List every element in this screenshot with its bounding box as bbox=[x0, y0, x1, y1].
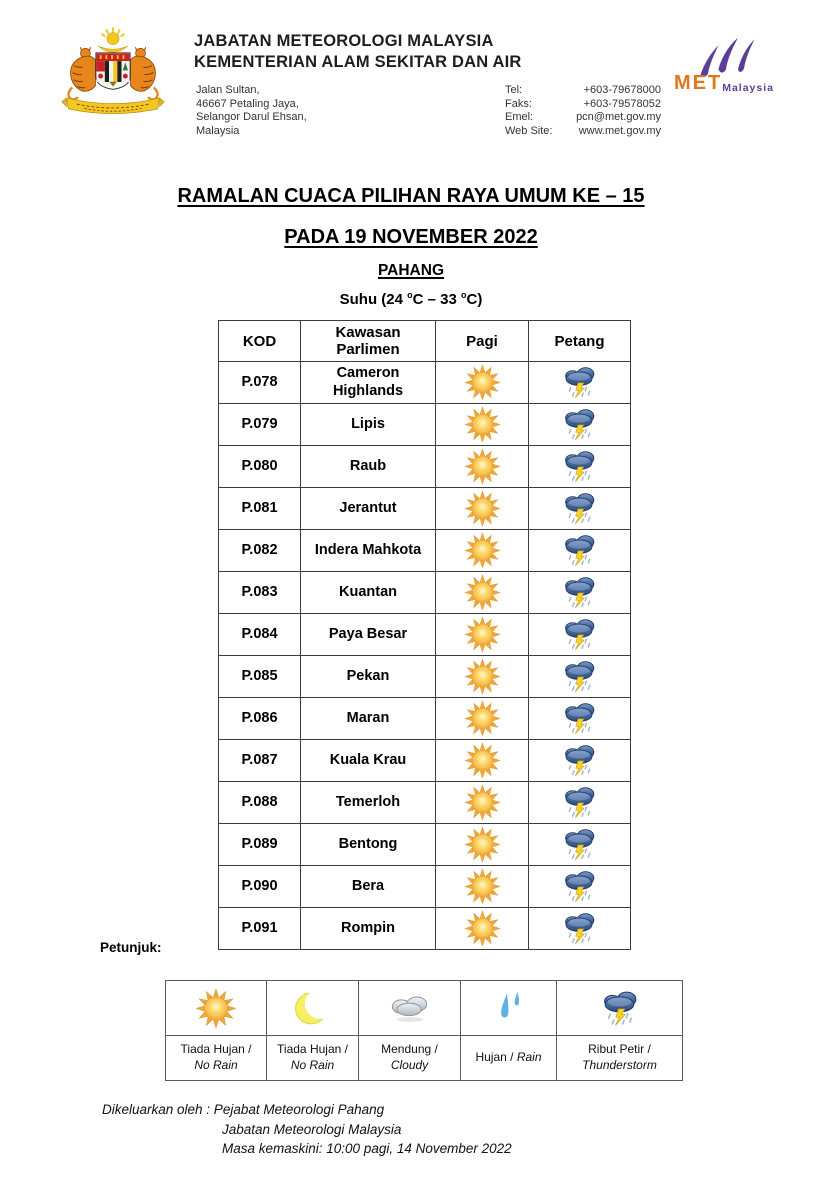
kawasan-cell: Jerantut bbox=[301, 488, 436, 530]
kawasan-cell: Rompin bbox=[301, 908, 436, 950]
pagi-forecast-cell bbox=[436, 530, 529, 572]
thunderstorm-icon bbox=[561, 574, 598, 611]
kod-cell: P.084 bbox=[219, 614, 301, 656]
petang-forecast-cell bbox=[529, 656, 631, 698]
legend-label-my: Tiada Hujan / bbox=[180, 1042, 252, 1057]
legend-icon-cell bbox=[359, 981, 461, 1036]
pagi-forecast-cell bbox=[436, 404, 529, 446]
sunny-icon bbox=[464, 406, 501, 443]
petang-forecast-cell bbox=[529, 824, 631, 866]
org-name-line1: JABATAN METEOROLOGI MALAYSIA bbox=[194, 32, 494, 50]
forecast-header-petang: Petang bbox=[529, 321, 631, 362]
petang-forecast-cell bbox=[529, 572, 631, 614]
sunny-icon bbox=[464, 910, 501, 947]
temp-text-3: C) bbox=[466, 291, 483, 308]
contact-label: Web Site: bbox=[505, 124, 553, 137]
legend-label-cell bbox=[267, 1036, 359, 1081]
legend-label-en: Rain bbox=[516, 1050, 542, 1065]
petang-forecast-cell bbox=[529, 488, 631, 530]
forecast-row bbox=[219, 362, 631, 404]
temp-text-1: Suhu (24 bbox=[339, 291, 408, 308]
forecast-header-pagi: Pagi bbox=[436, 321, 529, 362]
sunny-icon bbox=[464, 616, 501, 653]
sunny-icon bbox=[464, 574, 501, 611]
petang-forecast-cell bbox=[529, 908, 631, 950]
org-name bbox=[194, 31, 522, 73]
legend-label-my: Ribut Petir / bbox=[588, 1042, 651, 1057]
thunderstorm-icon bbox=[561, 868, 598, 905]
thunderstorm-icon bbox=[561, 784, 598, 821]
thunderstorm-icon bbox=[561, 364, 598, 401]
sunny-icon bbox=[464, 490, 501, 527]
forecast-row bbox=[219, 824, 631, 866]
legend-label-my: Tiada Hujan / bbox=[277, 1042, 348, 1057]
pagi-forecast-cell bbox=[436, 656, 529, 698]
kod-cell: P.085 bbox=[219, 656, 301, 698]
thunderstorm-icon bbox=[561, 700, 598, 737]
temp-text-2: C – 33 bbox=[412, 291, 462, 308]
state-title: PAHANG bbox=[377, 262, 445, 279]
kawasan-cell: Indera Mahkota bbox=[301, 530, 436, 572]
main-title: RAMALAN CUACA PILIHAN RAYA UMUM KE – 15 bbox=[177, 185, 645, 207]
legend-icons-row bbox=[166, 981, 683, 1036]
pagi-forecast-cell bbox=[436, 866, 529, 908]
legend-icon-cell bbox=[267, 981, 359, 1036]
kod-cell: P.088 bbox=[219, 782, 301, 824]
pagi-forecast-cell bbox=[436, 572, 529, 614]
forecast-table bbox=[218, 320, 631, 950]
forecast-row bbox=[219, 782, 631, 824]
thunderstorm-icon bbox=[561, 910, 598, 947]
forecast-row bbox=[219, 908, 631, 950]
sunny-icon bbox=[464, 700, 501, 737]
kod-cell: P.082 bbox=[219, 530, 301, 572]
forecast-table-body bbox=[219, 362, 631, 950]
legend-label-en: Thunderstorm bbox=[582, 1058, 657, 1072]
sunny-icon bbox=[464, 532, 501, 569]
moon-icon bbox=[291, 988, 335, 1029]
legend-label-my: Mendung / bbox=[381, 1042, 438, 1057]
kod-cell: P.086 bbox=[219, 698, 301, 740]
pagi-forecast-cell bbox=[436, 446, 529, 488]
address-line: Selangor Darul Ehsan, bbox=[196, 111, 307, 123]
legend-label-cell bbox=[557, 1036, 683, 1081]
thunderstorm-icon bbox=[561, 826, 598, 863]
legend-label-my: Hujan / bbox=[475, 1050, 514, 1065]
legend-icon-cell bbox=[557, 981, 683, 1036]
contact-value: +603-79678000 bbox=[583, 84, 661, 96]
org-name-line2: KEMENTERIAN ALAM SEKITAR DAN AIR bbox=[194, 53, 522, 72]
contact-list bbox=[505, 84, 661, 138]
contact-label: Tel: bbox=[505, 84, 523, 96]
kod-cell: P.080 bbox=[219, 446, 301, 488]
degree-symbol: o bbox=[407, 290, 413, 300]
forecast-header-kod: KOD bbox=[219, 321, 301, 362]
petang-forecast-cell bbox=[529, 698, 631, 740]
kawasan-cell: Bentong bbox=[301, 824, 436, 866]
thunderstorm-icon bbox=[561, 742, 598, 779]
degree-symbol: o bbox=[461, 290, 467, 300]
petang-forecast-cell bbox=[529, 446, 631, 488]
legend-label-en: No Rain bbox=[290, 1058, 335, 1072]
address-line: 46667 Petaling Jaya, bbox=[196, 97, 299, 110]
legend-icon-cell bbox=[166, 981, 267, 1036]
kod-cell: P.083 bbox=[219, 572, 301, 614]
sunny-icon bbox=[464, 826, 501, 863]
kawasan-cell: Cameron Highlands bbox=[301, 362, 436, 404]
kod-cell: P.091 bbox=[219, 908, 301, 950]
legend-label-cell bbox=[461, 1036, 557, 1081]
address-line: Malaysia bbox=[196, 124, 240, 137]
cloudy-icon bbox=[388, 988, 432, 1029]
pagi-forecast-cell bbox=[436, 824, 529, 866]
thunderstorm-icon bbox=[561, 658, 598, 695]
kawasan-cell: Paya Besar bbox=[301, 614, 436, 656]
contact-value: www.met.gov.my bbox=[578, 124, 661, 137]
legend-table bbox=[165, 980, 683, 1081]
sunny-icon bbox=[464, 868, 501, 905]
thunderstorm-icon bbox=[561, 490, 598, 527]
forecast-row bbox=[219, 866, 631, 908]
kod-cell: P.087 bbox=[219, 740, 301, 782]
kawasan-cell: Kuantan bbox=[301, 572, 436, 614]
legend-labels-row bbox=[166, 1036, 683, 1081]
legend-label-en: Cloudy bbox=[390, 1058, 429, 1072]
legend-label-en: No Rain bbox=[194, 1058, 238, 1072]
address-line: Jalan Sultan, bbox=[196, 84, 260, 96]
forecast-header-kawasan: Kawasan Parlimen bbox=[301, 321, 436, 362]
sunny-icon bbox=[194, 988, 238, 1029]
legend-label-cell bbox=[359, 1036, 461, 1081]
contact-label: Faks: bbox=[505, 97, 532, 110]
legend-label-cell bbox=[166, 1036, 267, 1081]
legend-heading: Petunjuk: bbox=[100, 940, 162, 955]
petang-forecast-cell bbox=[529, 740, 631, 782]
petang-forecast-cell bbox=[529, 782, 631, 824]
sunny-icon bbox=[464, 448, 501, 485]
thunderstorm-icon bbox=[561, 532, 598, 569]
kod-cell: P.079 bbox=[219, 404, 301, 446]
petang-forecast-cell bbox=[529, 404, 631, 446]
kawasan-cell: Maran bbox=[301, 698, 436, 740]
rain-icon bbox=[487, 988, 531, 1029]
footer-line2: Jabatan Meteorologi Malaysia bbox=[222, 1121, 402, 1137]
contact-value: +603-79578052 bbox=[583, 97, 661, 110]
kawasan-cell: Lipis bbox=[301, 404, 436, 446]
sunny-icon bbox=[464, 742, 501, 779]
org-address bbox=[196, 84, 307, 138]
kawasan-cell: Kuala Krau bbox=[301, 740, 436, 782]
met-malaysia-logo bbox=[674, 36, 792, 95]
issuer-footer bbox=[102, 1100, 512, 1159]
forecast-header-row bbox=[219, 321, 631, 362]
petang-forecast-cell bbox=[529, 614, 631, 656]
thunderstorm-icon bbox=[561, 616, 598, 653]
thunderstorm-icon bbox=[598, 988, 642, 1029]
pagi-forecast-cell bbox=[436, 362, 529, 404]
pagi-forecast-cell bbox=[436, 614, 529, 656]
petang-forecast-cell bbox=[529, 866, 631, 908]
forecast-row bbox=[219, 404, 631, 446]
kod-cell: P.078 bbox=[219, 362, 301, 404]
forecast-row bbox=[219, 530, 631, 572]
pagi-forecast-cell bbox=[436, 740, 529, 782]
forecast-row bbox=[219, 446, 631, 488]
petang-forecast-cell bbox=[529, 362, 631, 404]
malaysia-coat-of-arms-icon bbox=[56, 26, 170, 130]
forecast-row bbox=[219, 572, 631, 614]
temperature-range bbox=[0, 290, 822, 308]
thunderstorm-icon bbox=[561, 406, 598, 443]
kod-cell: P.081 bbox=[219, 488, 301, 530]
met-logo-malaysia-text: Malaysia bbox=[722, 82, 774, 94]
contact-value: pcn@met.gov.my bbox=[576, 111, 661, 123]
kawasan-cell: Bera bbox=[301, 866, 436, 908]
kawasan-cell: Temerloh bbox=[301, 782, 436, 824]
forecast-row bbox=[219, 614, 631, 656]
kawasan-cell: Pekan bbox=[301, 656, 436, 698]
pagi-forecast-cell bbox=[436, 488, 529, 530]
footer-line1: Dikeluarkan oleh : Pejabat Meteorologi Pahang bbox=[102, 1102, 385, 1117]
kod-cell: P.090 bbox=[219, 866, 301, 908]
kod-cell: P.089 bbox=[219, 824, 301, 866]
pagi-forecast-cell bbox=[436, 908, 529, 950]
legend-icon-cell bbox=[461, 981, 557, 1036]
contact-label: Emel: bbox=[505, 111, 534, 123]
date-title: PADA 19 NOVEMBER 2022 bbox=[284, 226, 538, 248]
forecast-row bbox=[219, 656, 631, 698]
sunny-icon bbox=[464, 364, 501, 401]
kawasan-cell: Raub bbox=[301, 446, 436, 488]
footer-line3: Masa kemaskini: 10:00 pagi, 14 November 2022 bbox=[222, 1141, 512, 1157]
met-logo-text: MET bbox=[674, 72, 723, 94]
thunderstorm-icon bbox=[561, 448, 598, 485]
forecast-row bbox=[219, 488, 631, 530]
pagi-forecast-cell bbox=[436, 698, 529, 740]
sunny-icon bbox=[464, 658, 501, 695]
sunny-icon bbox=[464, 784, 501, 821]
pagi-forecast-cell bbox=[436, 782, 529, 824]
forecast-row bbox=[219, 740, 631, 782]
forecast-row bbox=[219, 698, 631, 740]
petang-forecast-cell bbox=[529, 530, 631, 572]
